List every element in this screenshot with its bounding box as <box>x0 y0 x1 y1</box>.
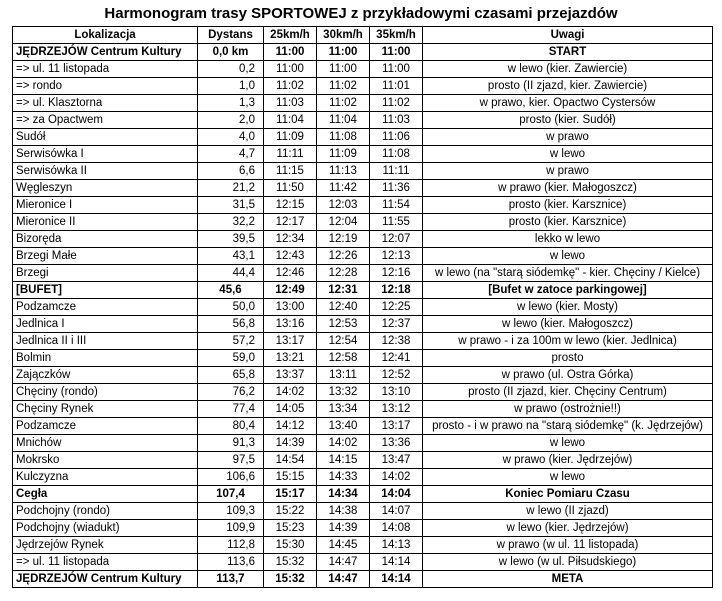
time-30-cell: 12:04 <box>317 214 370 231</box>
time-30-cell: 11:09 <box>317 146 370 163</box>
table-row <box>13 214 713 231</box>
header-location: Lokalizacja <box>13 27 198 44</box>
location-cell: Sudół <box>13 129 198 146</box>
time-35-cell: 12:07 <box>370 231 423 248</box>
time-30-cell: 14:39 <box>317 520 370 537</box>
table-row <box>13 146 713 163</box>
distance-cell: 45,6 <box>198 282 264 299</box>
note-cell: w lewo (kier. Małogoszcz) <box>423 316 713 333</box>
location-cell: Bolmin <box>13 350 198 367</box>
time-35-cell: 12:52 <box>370 367 423 384</box>
note-cell: lekko w lewo <box>423 231 713 248</box>
table-row <box>13 537 713 554</box>
note-cell: w prawo (w ul. 11 listopada) <box>423 537 713 554</box>
table-row <box>13 129 713 146</box>
time-30-cell: 14:33 <box>317 469 370 486</box>
table-row <box>13 44 713 61</box>
time-35-cell: 11:36 <box>370 180 423 197</box>
time-30-cell: 12:58 <box>317 350 370 367</box>
header-row <box>13 27 713 44</box>
note-cell: w lewo (kier. Mosty) <box>423 299 713 316</box>
time-25-cell: 11:02 <box>264 78 317 95</box>
distance-cell: 113,6 <box>198 554 264 571</box>
note-cell: w prawo - i za 100m w lewo (kier. Jedlnica) <box>423 333 713 350</box>
location-cell: Podchojny (rondo) <box>13 503 198 520</box>
location-cell: Chęciny (rondo) <box>13 384 198 401</box>
note-cell: w lewo (kier. Zawiercie) <box>423 61 713 78</box>
distance-cell: 77,4 <box>198 401 264 418</box>
note-cell: prosto <box>423 350 713 367</box>
distance-cell: 56,8 <box>198 316 264 333</box>
note-cell: prosto (kier. Karsznice) <box>423 214 713 231</box>
location-cell: Serwisówka II <box>13 163 198 180</box>
time-30-cell: 11:08 <box>317 129 370 146</box>
location-cell: JĘDRZEJÓW Centrum Kultury <box>13 571 198 588</box>
time-35-cell: 12:41 <box>370 350 423 367</box>
location-cell: Jedlnica II i III <box>13 333 198 350</box>
location-cell: Podzamcze <box>13 418 198 435</box>
time-35-cell: 14:14 <box>370 571 423 588</box>
note-cell: w lewo (na "starą siódemkę" - kier. Chęciny / Kielce) <box>423 265 713 282</box>
note-cell: [Bufet w zatoce parkingowej] <box>423 282 713 299</box>
time-35-cell: 11:55 <box>370 214 423 231</box>
note-cell: START <box>423 44 713 61</box>
time-30-cell: 14:02 <box>317 435 370 452</box>
time-30-cell: 14:47 <box>317 554 370 571</box>
time-25-cell: 14:54 <box>264 452 317 469</box>
time-35-cell: 14:13 <box>370 537 423 554</box>
time-25-cell: 12:34 <box>264 231 317 248</box>
note-cell: w prawo (ostrożnie!!) <box>423 401 713 418</box>
table-row <box>13 316 713 333</box>
distance-cell: 4,7 <box>198 146 264 163</box>
header-30kmh: 30km/h <box>317 27 370 44</box>
time-30-cell: 11:42 <box>317 180 370 197</box>
distance-cell: 2,0 <box>198 112 264 129</box>
time-25-cell: 12:46 <box>264 265 317 282</box>
distance-cell: 44,4 <box>198 265 264 282</box>
time-30-cell: 12:26 <box>317 248 370 265</box>
time-25-cell: 11:50 <box>264 180 317 197</box>
table-row <box>13 248 713 265</box>
time-30-cell: 12:53 <box>317 316 370 333</box>
time-35-cell: 13:47 <box>370 452 423 469</box>
time-30-cell: 13:34 <box>317 401 370 418</box>
table-row <box>13 95 713 112</box>
time-35-cell: 11:00 <box>370 44 423 61</box>
location-cell: Jedlnica I <box>13 316 198 333</box>
table-row <box>13 197 713 214</box>
time-25-cell: 11:03 <box>264 95 317 112</box>
note-cell: w lewo (kier. Jędrzejów) <box>423 520 713 537</box>
distance-cell: 31,5 <box>198 197 264 214</box>
location-cell: [BUFET] <box>13 282 198 299</box>
location-cell: Mieronice II <box>13 214 198 231</box>
table-row <box>13 333 713 350</box>
location-cell: Cegła <box>13 486 198 503</box>
note-cell: w lewo <box>423 146 713 163</box>
distance-cell: 1,3 <box>198 95 264 112</box>
time-30-cell: 14:38 <box>317 503 370 520</box>
location-cell: Brzegi <box>13 265 198 282</box>
location-cell: Bizoręda <box>13 231 198 248</box>
note-cell: w lewo <box>423 248 713 265</box>
location-cell: JĘDRZEJÓW Centrum Kultury <box>13 44 198 61</box>
distance-cell: 59,0 <box>198 350 264 367</box>
time-25-cell: 14:39 <box>264 435 317 452</box>
schedule-table <box>12 26 713 588</box>
note-cell: Koniec Pomiaru Czasu <box>423 486 713 503</box>
distance-cell: 1,0 <box>198 78 264 95</box>
time-30-cell: 13:40 <box>317 418 370 435</box>
time-35-cell: 12:38 <box>370 333 423 350</box>
time-25-cell: 12:15 <box>264 197 317 214</box>
time-30-cell: 12:28 <box>317 265 370 282</box>
time-35-cell: 12:13 <box>370 248 423 265</box>
header-25kmh: 25km/h <box>264 27 317 44</box>
note-cell: w lewo <box>423 435 713 452</box>
location-cell: Podzamcze <box>13 299 198 316</box>
note-cell: META <box>423 571 713 588</box>
distance-cell: 97,5 <box>198 452 264 469</box>
note-cell: w prawo <box>423 163 713 180</box>
location-cell: => rondo <box>13 78 198 95</box>
note-cell: w prawo (ul. Ostra Górka) <box>423 367 713 384</box>
table-row <box>13 282 713 299</box>
time-35-cell: 11:00 <box>370 61 423 78</box>
table-row <box>13 299 713 316</box>
distance-cell: 50,0 <box>198 299 264 316</box>
table-row <box>13 367 713 384</box>
time-35-cell: 13:12 <box>370 401 423 418</box>
location-cell: Mnichów <box>13 435 198 452</box>
distance-cell: 91,3 <box>198 435 264 452</box>
time-35-cell: 11:11 <box>370 163 423 180</box>
distance-cell: 57,2 <box>198 333 264 350</box>
time-30-cell: 11:02 <box>317 95 370 112</box>
time-35-cell: 14:02 <box>370 469 423 486</box>
distance-cell: 6,6 <box>198 163 264 180</box>
location-cell: Jędrzejów Rynek <box>13 537 198 554</box>
distance-cell: 39,5 <box>198 231 264 248</box>
table-row <box>13 520 713 537</box>
distance-cell: 109,9 <box>198 520 264 537</box>
distance-cell: 109,3 <box>198 503 264 520</box>
table-row <box>13 163 713 180</box>
table-row <box>13 350 713 367</box>
header-distance: Dystans <box>198 27 264 44</box>
location-cell: Mokrsko <box>13 452 198 469</box>
time-35-cell: 11:01 <box>370 78 423 95</box>
time-30-cell: 11:13 <box>317 163 370 180</box>
table-row <box>13 571 713 588</box>
location-cell: Mieronice I <box>13 197 198 214</box>
table-row <box>13 78 713 95</box>
location-cell: => ul. Klasztorna <box>13 95 198 112</box>
time-25-cell: 12:43 <box>264 248 317 265</box>
table-row <box>13 554 713 571</box>
time-25-cell: 13:37 <box>264 367 317 384</box>
time-35-cell: 13:10 <box>370 384 423 401</box>
table-row <box>13 265 713 282</box>
time-35-cell: 11:54 <box>370 197 423 214</box>
time-35-cell: 11:08 <box>370 146 423 163</box>
time-25-cell: 11:09 <box>264 129 317 146</box>
note-cell: w lewo (w ul. Piłsudskiego) <box>423 554 713 571</box>
table-row <box>13 61 713 78</box>
table-row <box>13 418 713 435</box>
time-25-cell: 13:17 <box>264 333 317 350</box>
time-35-cell: 11:02 <box>370 95 423 112</box>
table-row <box>13 469 713 486</box>
distance-cell: 76,2 <box>198 384 264 401</box>
note-cell: w prawo <box>423 129 713 146</box>
table-row <box>13 231 713 248</box>
time-25-cell: 13:00 <box>264 299 317 316</box>
time-30-cell: 12:03 <box>317 197 370 214</box>
time-25-cell: 11:11 <box>264 146 317 163</box>
location-cell: => za Opactwem <box>13 112 198 129</box>
time-35-cell: 14:04 <box>370 486 423 503</box>
time-35-cell: 13:17 <box>370 418 423 435</box>
time-25-cell: 13:21 <box>264 350 317 367</box>
time-30-cell: 14:45 <box>317 537 370 554</box>
table-row <box>13 112 713 129</box>
distance-cell: 113,7 <box>198 571 264 588</box>
note-cell: w lewo (II zjazd) <box>423 503 713 520</box>
time-30-cell: 11:02 <box>317 78 370 95</box>
time-25-cell: 15:15 <box>264 469 317 486</box>
time-30-cell: 13:11 <box>317 367 370 384</box>
location-cell: Węgleszyn <box>13 180 198 197</box>
distance-cell: 107,4 <box>198 486 264 503</box>
time-25-cell: 15:32 <box>264 571 317 588</box>
distance-cell: 112,8 <box>198 537 264 554</box>
table-row <box>13 486 713 503</box>
time-30-cell: 14:15 <box>317 452 370 469</box>
note-cell: prosto (kier. Karsznice) <box>423 197 713 214</box>
note-cell: w prawo, kier. Opactwo Cystersów <box>423 95 713 112</box>
time-25-cell: 11:15 <box>264 163 317 180</box>
location-cell: Chęciny Rynek <box>13 401 198 418</box>
time-25-cell: 13:16 <box>264 316 317 333</box>
time-30-cell: 11:00 <box>317 44 370 61</box>
note-cell: prosto (kier. Sudół) <box>423 112 713 129</box>
time-25-cell: 14:05 <box>264 401 317 418</box>
time-35-cell: 14:07 <box>370 503 423 520</box>
time-35-cell: 14:14 <box>370 554 423 571</box>
time-30-cell: 12:19 <box>317 231 370 248</box>
time-35-cell: 12:18 <box>370 282 423 299</box>
distance-cell: 21,2 <box>198 180 264 197</box>
note-cell: w lewo <box>423 469 713 486</box>
table-row <box>13 401 713 418</box>
time-30-cell: 14:34 <box>317 486 370 503</box>
distance-cell: 0,2 <box>198 61 264 78</box>
note-cell: prosto (II zjazd, kier. Chęciny Centrum) <box>423 384 713 401</box>
distance-cell: 0,0 km <box>198 44 264 61</box>
distance-cell: 4,0 <box>198 129 264 146</box>
location-cell: Brzegi Małe <box>13 248 198 265</box>
header-35kmh: 35km/h <box>370 27 423 44</box>
time-35-cell: 12:37 <box>370 316 423 333</box>
time-25-cell: 15:17 <box>264 486 317 503</box>
time-35-cell: 12:25 <box>370 299 423 316</box>
location-cell: Podchojny (wiadukt) <box>13 520 198 537</box>
time-25-cell: 15:22 <box>264 503 317 520</box>
distance-cell: 106,6 <box>198 469 264 486</box>
time-25-cell: 15:30 <box>264 537 317 554</box>
time-30-cell: 12:54 <box>317 333 370 350</box>
time-25-cell: 14:02 <box>264 384 317 401</box>
time-35-cell: 12:16 <box>370 265 423 282</box>
time-25-cell: 11:04 <box>264 112 317 129</box>
time-30-cell: 12:40 <box>317 299 370 316</box>
time-25-cell: 15:23 <box>264 520 317 537</box>
time-35-cell: 14:08 <box>370 520 423 537</box>
time-35-cell: 13:36 <box>370 435 423 452</box>
time-35-cell: 11:06 <box>370 129 423 146</box>
time-25-cell: 11:00 <box>264 44 317 61</box>
header-notes: Uwagi <box>423 27 713 44</box>
table-row <box>13 180 713 197</box>
time-25-cell: 12:17 <box>264 214 317 231</box>
distance-cell: 80,4 <box>198 418 264 435</box>
note-cell: prosto (II zjazd, kier. Zawiercie) <box>423 78 713 95</box>
note-cell: w prawo (kier. Jędrzejów) <box>423 452 713 469</box>
time-30-cell: 11:00 <box>317 61 370 78</box>
location-cell: Serwisówka I <box>13 146 198 163</box>
distance-cell: 65,8 <box>198 367 264 384</box>
note-cell: w prawo (kier. Małogoszcz) <box>423 180 713 197</box>
time-35-cell: 11:03 <box>370 112 423 129</box>
distance-cell: 43,1 <box>198 248 264 265</box>
time-30-cell: 13:32 <box>317 384 370 401</box>
time-25-cell: 12:49 <box>264 282 317 299</box>
table-row <box>13 435 713 452</box>
time-25-cell: 11:00 <box>264 61 317 78</box>
time-25-cell: 14:12 <box>264 418 317 435</box>
page-title: Harmonogram trasy SPORTOWEJ z przykładowymi czasami przejazdów <box>104 5 618 22</box>
table-row <box>13 384 713 401</box>
distance-cell: 32,2 <box>198 214 264 231</box>
location-cell: => ul. 11 listopada <box>13 554 198 571</box>
table-row <box>13 452 713 469</box>
location-cell: => ul. 11 listopada <box>13 61 198 78</box>
time-30-cell: 12:31 <box>317 282 370 299</box>
table-row <box>13 503 713 520</box>
note-cell: prosto - i w prawo na "starą siódemkę" (k. Jędrzejów) <box>423 418 713 435</box>
time-30-cell: 14:47 <box>317 571 370 588</box>
location-cell: Kulczyzna <box>13 469 198 486</box>
time-30-cell: 11:04 <box>317 112 370 129</box>
time-25-cell: 15:32 <box>264 554 317 571</box>
location-cell: Zajączków <box>13 367 198 384</box>
